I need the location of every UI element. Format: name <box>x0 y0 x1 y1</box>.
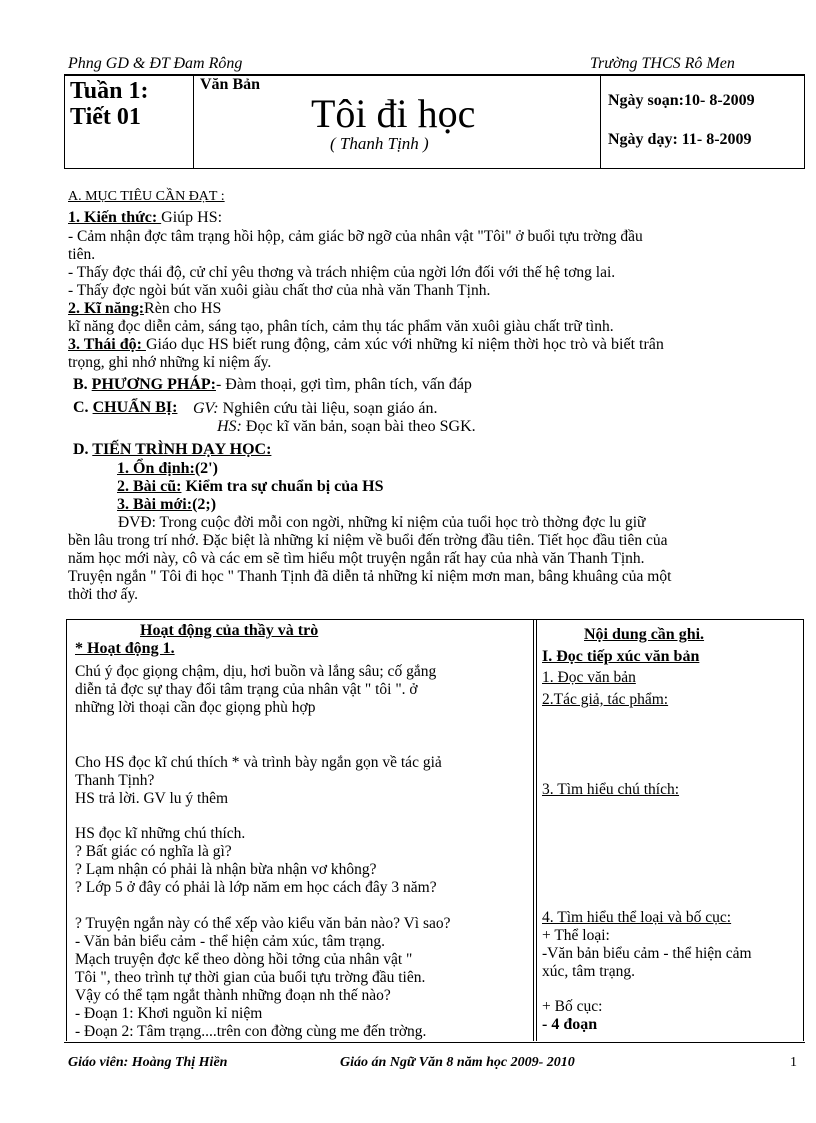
page-number: 1 <box>790 1055 797 1070</box>
reading-instructions <box>75 663 436 717</box>
table-right-border <box>803 619 804 1041</box>
right-item-3 <box>542 781 679 799</box>
table-left-line: ? Bất giác có nghĩa là gì? <box>75 843 232 860</box>
lesson-author: ( Thanh Tịnh ) <box>330 134 429 153</box>
step-3-text: (2;) <box>192 496 217 513</box>
genre-label: + Thể loại: <box>542 927 610 944</box>
step-1-text: (2') <box>194 460 218 477</box>
table-left-line: - Đoạn 1: Khơi nguồn kỉ niệm <box>75 1005 263 1022</box>
student-prep-label: HS: <box>217 418 242 435</box>
knowledge-item: - Thấy đợc ngòi bút văn xuôi giàu chất thơ của nhà văn Thanh Tịnh. <box>68 282 491 299</box>
section-d-line <box>73 441 271 459</box>
section-b-line <box>73 376 472 394</box>
table-left-line: Chú ý đọc giọng chậm, dịu, hơi buồn và lắng sâu; cố gắng <box>75 663 437 680</box>
department-name: Phng GD & ĐT Đam Rông <box>68 55 243 72</box>
header-bottom-rule <box>64 168 805 169</box>
section-b-heading: PHƯƠNG PHÁP: <box>91 376 216 393</box>
step-3 <box>117 496 216 514</box>
skill-line <box>68 300 221 318</box>
section-c-line <box>73 399 177 417</box>
prepared-date: Ngày soạn:10- 8-2009 <box>608 92 755 109</box>
teacher-prep-label: GV: <box>193 400 219 417</box>
table-left-line: ? Lớp 5 ở đây có phải là lớp năm em học cách đây 3 năm? <box>75 879 437 896</box>
skill-text: Rèn cho HS <box>144 300 222 317</box>
intro-line: Truyện ngắn " Tôi đi học " Thanh Tịnh đã diễn tả những kỉ niệm mơn man, bâng khuâng của một <box>68 568 672 585</box>
table-left-line: những lời thoại cần đọc giọng phù hợp <box>75 699 316 716</box>
teacher-prep-text: Nghiên cứu tài liệu, soạn giáo án. <box>218 400 438 417</box>
student-prep-text: Đọc kĩ văn bản, soạn bài theo SGK. <box>241 418 476 435</box>
table-left-header: Hoạt động của thầy và trò <box>140 622 319 639</box>
right-item-1 <box>542 669 636 687</box>
header-right-border <box>804 74 805 169</box>
teacher-prep <box>193 400 437 418</box>
section-b-label: B. <box>73 376 92 393</box>
genre-text-cont: xúc, tâm trạng. <box>542 963 635 980</box>
teaching-date: Ngày dạy: 11- 8-2009 <box>608 131 752 148</box>
step-1 <box>117 460 218 478</box>
table-left-line: HS đọc kĩ những chú thích. <box>75 825 246 842</box>
attitude-label: 3. Thái độ: <box>68 336 146 353</box>
footer-rule <box>64 1042 805 1043</box>
table-left-line: - Văn bản biểu cảm - thể hiện cảm xúc, tâm trạng. <box>75 933 386 950</box>
section-a-heading <box>68 189 225 205</box>
table-left-line: diễn tả đợc sự thay đổi tâm trạng của nhân vật " tôi ". ở <box>75 681 418 698</box>
genre-text: -Văn bản biểu cảm - thể hiện cảm <box>542 945 752 962</box>
right-item-3-text: 3. Tìm hiểu chú thích: <box>542 781 680 798</box>
right-item-4 <box>542 909 752 981</box>
step-2 <box>117 478 384 496</box>
step-3-label: 3. Bài mới: <box>117 496 193 513</box>
knowledge-item: - Cảm nhận đợc tâm trạng hồi hộp, cảm giác bỡ ngỡ của nhân vật "Tôi" ở buổi tựu trờng đầu <box>68 228 643 245</box>
knowledge-item: tiên. <box>68 246 96 263</box>
header-top-rule-2 <box>64 75 805 76</box>
section-b-text: - Đàm thoại, gợi tìm, phân tích, vấn đáp <box>215 376 472 393</box>
attitude-line <box>68 336 664 354</box>
right-section-heading-text: I. Đọc tiếp xúc văn bản <box>542 648 700 665</box>
header-divider-1 <box>193 74 194 169</box>
table-left-line: Cho HS đọc kĩ chú thích * và trình bày ngắn gọn về tác giả <box>75 754 442 771</box>
header-divider-2 <box>600 74 601 169</box>
footer-teacher: Giáo viên: Hoàng Thị Hiền <box>68 1055 228 1070</box>
knowledge-list <box>68 228 798 300</box>
attitude-text: Giáo dục HS biết rung động, cảm xúc với những kỉ niệm thời học trò và biết trân <box>145 336 664 353</box>
table-left-line: ? Lạm nhận có phải là nhận bừa nhận vơ không? <box>75 861 377 878</box>
knowledge-text: Giúp HS: <box>161 209 223 226</box>
table-left-line: Thanh Tịnh? <box>75 772 155 789</box>
section-a-heading-text: A. MỤC TIÊU CẦN ĐẠT : <box>68 189 225 204</box>
right-item-2 <box>542 691 668 709</box>
section-c-heading: CHUẨN BỊ: <box>92 399 178 416</box>
step-2-text: Kiểm tra sự chuẩn bị của HS <box>181 478 384 495</box>
activity-heading <box>75 640 175 658</box>
structure-value: - 4 đoạn <box>542 1016 598 1033</box>
table-column-divider <box>533 619 534 1041</box>
notes-questions <box>75 825 437 897</box>
table-right-header: Nội dung cần ghi. <box>584 626 705 643</box>
skill-detail: kĩ năng đọc diễn cảm, sáng tạo, phân tích, cảm thụ tác phẩm văn xuôi giàu chất trữ tình. <box>68 318 614 335</box>
intro-line: năm học mới này, cô và các em sẽ tìm hiểu một truyện ngắn rất hay của nhà văn Thanh Tịnh. <box>68 550 645 567</box>
table-left-line: Tôi ", theo trình tự thời gian của buổi tựu trờng đầu tiên. <box>75 969 426 986</box>
step-2-label: 2. Bài cũ: <box>117 478 182 495</box>
structure-label: + Bố cục: <box>542 998 603 1015</box>
right-item-2-text: 2.Tác giả, tác phẩm: <box>542 691 669 708</box>
footer-course: Giáo án Ngữ Văn 8 năm học 2009- 2010 <box>340 1055 575 1070</box>
knowledge-line <box>68 209 222 227</box>
school-name: Trường THCS Rô Men <box>590 55 735 72</box>
step-1-label: 1. Ổn định: <box>117 460 195 477</box>
right-section-heading <box>542 648 699 666</box>
skill-label: 2. Kĩ năng: <box>68 300 145 317</box>
lesson-label: Tiết 01 <box>70 104 141 130</box>
activity-heading-text: * Hoạt động 1. <box>75 640 175 657</box>
table-top-border <box>66 619 804 620</box>
table-left-line: HS trả lời. GV lu ý thêm <box>75 790 229 807</box>
knowledge-label: 1. Kiến thức: <box>68 209 162 226</box>
intro-line: thời thơ ấy. <box>68 586 139 603</box>
table-left-line: Vậy có thể tạm ngắt thành những đoạn nh thế nào? <box>75 987 391 1004</box>
table-left-line: Mạch truyện đợc kể theo dòng hồi tởng của nhân vật " <box>75 951 413 968</box>
intro-paragraph <box>68 514 798 604</box>
text-type-label: Văn Bản <box>200 76 261 93</box>
table-left-border <box>66 619 67 1041</box>
lesson-title: Tôi đi học <box>311 91 476 136</box>
student-prep <box>217 418 476 436</box>
intro-line: ĐVĐ: Trong cuộc đời mỗi con ngời, những kỉ niệm của tuổi học trò thờng đợc lu giữ <box>118 514 646 531</box>
section-d-label: D. <box>73 441 93 458</box>
section-d-heading: TIẾN TRÌNH DẠY HỌC: <box>92 441 272 458</box>
knowledge-item: - Thấy đợc thái độ, cử chỉ yêu thơng và trách nhiệm của ngời lớn đối với thế hệ tơng lai. <box>68 264 616 281</box>
table-left-line: - Đoạn 2: Tâm trạng....trên con đờng cùng me đến trờng. <box>75 1023 427 1040</box>
header-left-border <box>64 74 65 169</box>
right-item-1-text: 1. Đọc văn bản <box>542 669 636 686</box>
author-question <box>75 754 442 808</box>
right-item-4-text: 4. Tìm hiểu thể loại và bố cục: <box>542 909 732 926</box>
intro-line: bền lâu trong trí nhớ. Đặc biệt là những kỉ niệm về buổi đến trờng đầu tiên. Tiết học đầu tiên của <box>68 532 668 549</box>
week-label: Tuần 1: <box>70 78 149 104</box>
table-left-line: ? Truyện ngắn này có thể xếp vào kiểu văn bản nào? Vì sao? <box>75 915 451 932</box>
attitude-detail: trọng, ghi nhớ những kỉ niệm ấy. <box>68 354 272 371</box>
genre-structure-questions <box>75 915 451 1041</box>
section-c-label: C. <box>73 399 93 416</box>
table-column-divider-2 <box>536 619 537 1041</box>
